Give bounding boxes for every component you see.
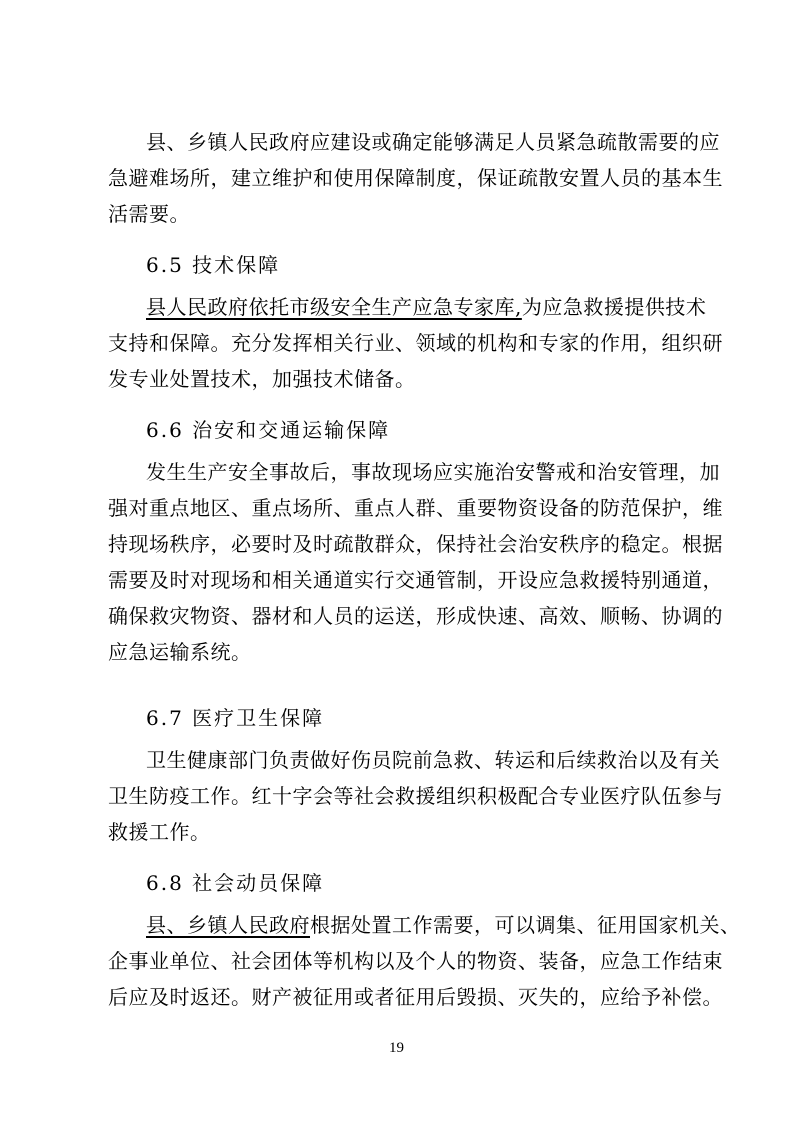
paragraph-technical-support [108,289,723,397]
text-line: 县、乡镇人民政府应建设或确定能够满足人员紧急疏散需要的应 [146,130,720,154]
text-line: 卫生健康部门负责做好伤员院前急救、转运和后续救治以及有关 [146,748,720,772]
text-line: 确保救灾物资、器材和人员的运送，形成快速、高效、顺畅、协调的 [108,604,723,628]
underlined-text: 县、乡镇人民政府 [146,913,310,937]
text-line: 应急运输系统。 [108,640,252,664]
section-heading-6-7: 6.7 医疗卫生保障 [146,706,325,730]
text-line: 持现场秩序，必要时及时疏散群众，保持社会治安秩序的稳定。根据 [108,532,723,556]
text-line: 支持和保障。充分发挥相关行业、领域的机构和专家的作用，组织研 [108,331,723,355]
text-line: 后应及时返还。财产被征用或者征用后毁损、灭失的，应给予补偿。 [108,985,723,1009]
text-line [108,907,741,943]
text-line: 活需要。 [108,202,190,226]
section-heading-6-5: 6.5 技术保障 [146,253,281,277]
text-segment: 为应急救援提供技术 [521,295,707,319]
text-line: 发专业处置技术，加强技术储备。 [108,367,416,391]
page-number: 19 [389,1040,404,1056]
text-line: 发生生产安全事故后，事故现场应实施治安警戒和治安管理，加 [146,460,720,484]
text-segment: 根据处置工作需要，可以调集、征用国家机关、 [310,913,741,937]
text-line [108,289,708,325]
paragraph-social-mobilization [108,907,741,1015]
text-line: 需要及时对现场和相关通道实行交通管制，开设应急救援特别通道， [108,568,723,592]
text-line: 卫生防疫工作。红十字会等社会救援组织积极配合专业医疗队伍参与 [108,784,723,808]
section-heading-6-8: 6.8 社会动员保障 [146,871,325,895]
underlined-text: 县人民政府依托市级安全生产应急专家库, [146,295,522,319]
paragraph-medical [108,742,723,850]
text-line: 强对重点地区、重点场所、重点人群、重要物资设备的防范保护，维 [108,496,723,520]
text-line: 救援工作。 [108,820,211,844]
section-heading-6-6: 6.6 治安和交通运输保障 [146,418,391,442]
text-line: 急避难场所，建立维护和使用保障制度，保证疏散安置人员的基本生 [108,166,723,190]
paragraph-security-transport [108,454,723,670]
paragraph-shelter [108,124,723,232]
text-line: 企事业单位、社会团体等机构以及个人的物资、装备，应急工作结束 [108,949,723,973]
